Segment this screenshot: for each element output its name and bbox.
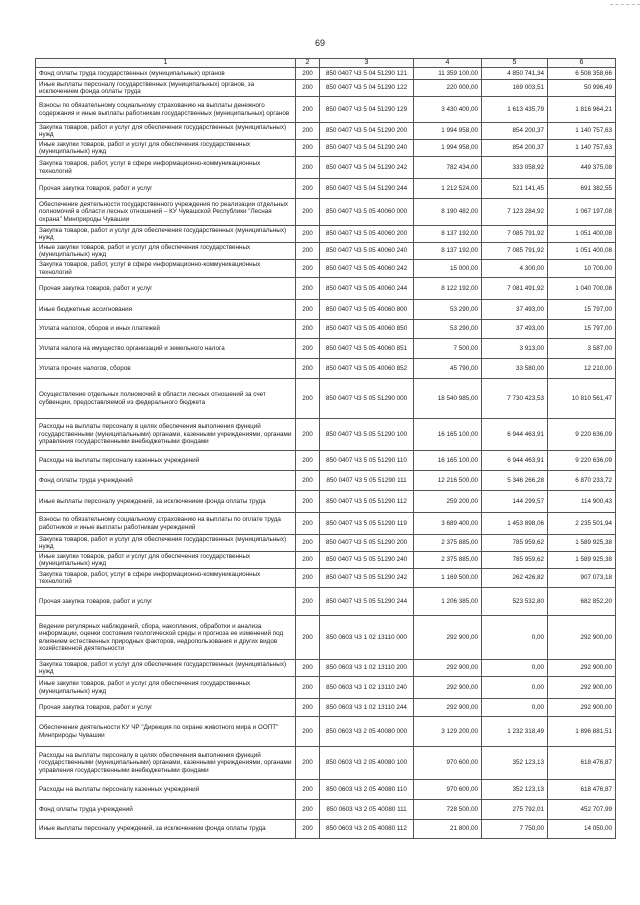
row-group-code: 200 (296, 123, 320, 140)
row-classification-code: 850 0407 Ч3 5 04 51290 244 (320, 179, 414, 199)
table-row (36, 179, 616, 199)
row-remaining-amount: 1 051 400,08 (548, 243, 616, 260)
row-group-code: 200 (296, 320, 320, 339)
row-name: Расходы на выплаты персоналу казенных учреждений (36, 780, 296, 800)
row-name: Фонд оплаты труда государственных (муниципальных) органов (36, 68, 296, 80)
row-executed-amount: 7 085 791,92 (482, 243, 548, 260)
table-row (36, 123, 616, 140)
row-name: Обеспечение деятельности государственного учреждения по реализации отдельных полномочий в области лесных отношений – КУ Чувашской Республики "Лесная охрана" Минприроды Чувашии (36, 199, 296, 226)
table-row (36, 513, 616, 535)
row-remaining-amount: 292 900,00 (548, 677, 616, 699)
row-planned-amount: 728 500,00 (414, 800, 482, 820)
row-group-code: 200 (296, 552, 320, 569)
budget-table (35, 58, 616, 839)
row-name: Иные закупки товаров, работ и услуг для обеспечения государственных (муниципальных) нужд (36, 140, 296, 157)
row-classification-code: 850 0407 Ч3 5 04 51290 122 (320, 80, 414, 97)
row-group-code: 200 (296, 451, 320, 471)
row-name: Закупка товаров, работ и услуг для обеспечения государственных (муниципальных) нужд (36, 535, 296, 552)
row-classification-code: 850 0407 Ч3 5 05 51290 244 (320, 588, 414, 616)
table-row (36, 379, 616, 419)
row-name: Закупка товаров, работ, услуг в сфере информационно-коммуникационных технологий (36, 157, 296, 179)
row-group-code: 200 (296, 300, 320, 320)
row-name: Уплата прочих налогов, сборов (36, 359, 296, 379)
row-planned-amount: 16 165 100,00 (414, 451, 482, 471)
row-remaining-amount: 1 896 881,51 (548, 717, 616, 747)
row-remaining-amount: 9 220 636,09 (548, 419, 616, 451)
row-classification-code: 850 0407 Ч3 5 05 40060 240 (320, 243, 414, 260)
row-name: Расходы на выплаты персоналу казенных учреждений (36, 451, 296, 471)
row-remaining-amount: 618 476,87 (548, 780, 616, 800)
row-executed-amount: 7 123 284,92 (482, 199, 548, 226)
row-planned-amount: 15 000,00 (414, 260, 482, 278)
table-row (36, 278, 616, 300)
row-executed-amount: 1 232 318,49 (482, 717, 548, 747)
table-row (36, 535, 616, 552)
row-remaining-amount: 1 140 757,63 (548, 123, 616, 140)
row-classification-code: 850 0407 Ч3 5 04 51290 240 (320, 140, 414, 157)
row-group-code: 200 (296, 491, 320, 513)
table-row (36, 451, 616, 471)
row-planned-amount: 292 900,00 (414, 677, 482, 699)
row-group-code: 200 (296, 471, 320, 491)
row-planned-amount: 45 790,00 (414, 359, 482, 379)
row-name: Ведение регулярных наблюдений, сбора, накопления, обработки и анализа информации, оценки состояния геологической среды и прогноза ее изменений под влиянием естественных природных факторов, недропользования и других видов хозяйственной деятельности (36, 616, 296, 660)
row-classification-code: 850 0603 Ч3 2 05 40080 112 (320, 820, 414, 839)
row-classification-code: 850 0407 Ч3 5 05 40060 200 (320, 226, 414, 243)
row-classification-code: 850 0603 Ч3 2 05 40080 000 (320, 717, 414, 747)
row-executed-amount: 6 944 463,91 (482, 419, 548, 451)
row-group-code: 200 (296, 226, 320, 243)
table-row (36, 359, 616, 379)
row-name: Закупка товаров, работ, услуг в сфере информационно-коммуникационных технологий (36, 569, 296, 588)
row-executed-amount: 4 300,00 (482, 260, 548, 278)
row-planned-amount: 8 137 192,00 (414, 226, 482, 243)
row-remaining-amount: 14 050,00 (548, 820, 616, 839)
row-classification-code: 850 0603 Ч3 1 02 13110 000 (320, 616, 414, 660)
row-name: Взносы по обязательному социальному страхованию на выплаты по оплате труда работников и иные выплаты работникам учреждений (36, 513, 296, 535)
row-remaining-amount: 452 707,99 (548, 800, 616, 820)
table-row (36, 300, 616, 320)
column-header: 3 (320, 59, 414, 68)
row-classification-code: 850 0407 Ч3 5 05 51290 000 (320, 379, 414, 419)
row-remaining-amount: 1 040 700,08 (548, 278, 616, 300)
row-group-code: 200 (296, 820, 320, 839)
table-row (36, 699, 616, 717)
row-executed-amount: 6 944 463,91 (482, 451, 548, 471)
row-group-code: 200 (296, 699, 320, 717)
row-name: Закупка товаров, работ и услуг для обеспечения государственных (муниципальных) нужд (36, 226, 296, 243)
row-remaining-amount: 15 797,00 (548, 300, 616, 320)
row-classification-code: 850 0407 Ч3 5 05 40060 800 (320, 300, 414, 320)
row-executed-amount: 7 081 491,92 (482, 278, 548, 300)
row-executed-amount: 0,00 (482, 677, 548, 699)
row-remaining-amount: 1 589 925,38 (548, 552, 616, 569)
row-planned-amount: 292 900,00 (414, 699, 482, 717)
row-name: Иные выплаты персоналу государственных (муниципальных) органов, за исключением фонда оплаты труда (36, 80, 296, 97)
table-row (36, 97, 616, 123)
row-remaining-amount: 292 900,00 (548, 699, 616, 717)
row-classification-code: 850 0407 Ч3 5 05 40060 000 (320, 199, 414, 226)
row-classification-code: 850 0603 Ч3 2 05 40080 111 (320, 800, 414, 820)
row-executed-amount: 37 493,00 (482, 320, 548, 339)
row-classification-code: 850 0407 Ч3 5 04 51290 121 (320, 68, 414, 80)
row-executed-amount: 0,00 (482, 699, 548, 717)
row-classification-code: 850 0407 Ч3 5 05 40060 850 (320, 320, 414, 339)
row-planned-amount: 970 600,00 (414, 747, 482, 780)
row-name: Взносы по обязательному социальному страхованию на выплаты денежного содержания и иные выплаты работникам государственных (муниципальных) органов (36, 97, 296, 123)
row-name: Иные закупки товаров, работ и услуг для обеспечения государственных (муниципальных) нужд (36, 243, 296, 260)
row-group-code: 200 (296, 339, 320, 359)
row-executed-amount: 262 426,82 (482, 569, 548, 588)
row-executed-amount: 169 003,51 (482, 80, 548, 97)
row-group-code: 200 (296, 140, 320, 157)
row-executed-amount: 275 792,01 (482, 800, 548, 820)
row-planned-amount: 1 169 500,00 (414, 569, 482, 588)
row-name: Закупка товаров, работ и услуг для обеспечения государственных (муниципальных) нужд (36, 660, 296, 677)
table-row (36, 588, 616, 616)
row-executed-amount: 333 058,92 (482, 157, 548, 179)
row-planned-amount: 1 206 385,00 (414, 588, 482, 616)
row-remaining-amount: 682 852,20 (548, 588, 616, 616)
row-name: Прочая закупка товаров, работ и услуг (36, 278, 296, 300)
row-group-code: 200 (296, 157, 320, 179)
table-row (36, 780, 616, 800)
row-planned-amount: 53 290,00 (414, 320, 482, 339)
row-group-code: 200 (296, 68, 320, 80)
row-group-code: 200 (296, 800, 320, 820)
row-executed-amount: 0,00 (482, 660, 548, 677)
row-executed-amount: 7 085 791,92 (482, 226, 548, 243)
row-name: Иные выплаты персоналу учреждений, за исключением фонда оплаты труда (36, 820, 296, 839)
row-remaining-amount: 6 870 233,72 (548, 471, 616, 491)
table-row (36, 800, 616, 820)
row-executed-amount: 4 850 741,34 (482, 68, 548, 80)
table-row (36, 616, 616, 660)
row-group-code: 200 (296, 535, 320, 552)
table-row (36, 68, 616, 80)
row-name: Закупка товаров, работ и услуг для обеспечения государственных (муниципальных) нужд (36, 123, 296, 140)
row-group-code: 200 (296, 513, 320, 535)
row-classification-code: 850 0603 Ч3 1 02 13110 200 (320, 660, 414, 677)
table-row (36, 569, 616, 588)
row-classification-code: 850 0407 Ч3 5 04 51290 242 (320, 157, 414, 179)
row-remaining-amount: 6 508 358,66 (548, 68, 616, 80)
row-planned-amount: 3 129 200,00 (414, 717, 482, 747)
row-classification-code: 850 0407 Ч3 5 05 40060 851 (320, 339, 414, 359)
row-executed-amount: 352 123,13 (482, 780, 548, 800)
row-remaining-amount: 10 810 561,47 (548, 379, 616, 419)
row-classification-code: 850 0407 Ч3 5 04 51290 129 (320, 97, 414, 123)
row-planned-amount: 970 600,00 (414, 780, 482, 800)
row-planned-amount: 220 000,00 (414, 80, 482, 97)
row-executed-amount: 785 959,62 (482, 535, 548, 552)
row-remaining-amount: 1 067 197,08 (548, 199, 616, 226)
row-group-code: 200 (296, 243, 320, 260)
column-header: 1 (36, 59, 296, 68)
row-planned-amount: 16 165 100,00 (414, 419, 482, 451)
row-name: Фонд оплаты труда учреждений (36, 471, 296, 491)
row-name: Осуществление отдельных полномочий в области лесных отношений за счет субвенции, предоставляемой из федерального бюджета (36, 379, 296, 419)
row-executed-amount: 523 532,80 (482, 588, 548, 616)
row-classification-code: 850 0407 Ч3 5 05 51290 110 (320, 451, 414, 471)
row-planned-amount: 12 216 500,00 (414, 471, 482, 491)
row-group-code: 200 (296, 97, 320, 123)
row-executed-amount: 144 299,57 (482, 491, 548, 513)
table-row (36, 419, 616, 451)
row-classification-code: 850 0407 Ч3 5 05 40060 244 (320, 278, 414, 300)
row-classification-code: 850 0603 Ч3 1 02 13110 240 (320, 677, 414, 699)
row-planned-amount: 8 122 192,00 (414, 278, 482, 300)
row-remaining-amount: 12 210,00 (548, 359, 616, 379)
column-header: 4 (414, 59, 482, 68)
row-planned-amount: 1 994 958,00 (414, 123, 482, 140)
row-executed-amount: 854 200,37 (482, 140, 548, 157)
row-name: Закупка товаров, работ, услуг в сфере информационно-коммуникационных технологий (36, 260, 296, 278)
row-remaining-amount: 907 073,18 (548, 569, 616, 588)
table-row (36, 199, 616, 226)
table-row (36, 677, 616, 699)
row-name: Иные закупки товаров, работ и услуг для обеспечения государственных (муниципальных) нужд (36, 677, 296, 699)
row-name: Иные бюджетные ассигнования (36, 300, 296, 320)
table-row (36, 226, 616, 243)
row-group-code: 200 (296, 278, 320, 300)
row-group-code: 200 (296, 359, 320, 379)
row-planned-amount: 7 500,00 (414, 339, 482, 359)
row-group-code: 200 (296, 260, 320, 278)
row-name: Уплата налогов, сборов и иных платежей (36, 320, 296, 339)
row-name: Иные закупки товаров, работ и услуг для обеспечения государственных (муниципальных) нужд (36, 552, 296, 569)
row-name: Расходы на выплаты персоналу в целях обеспечения выполнения функций государственными (муниципальными) органами, казенными учреждениями, органами управления государственными внебюджетными фондами (36, 747, 296, 780)
row-group-code: 200 (296, 677, 320, 699)
row-planned-amount: 292 900,00 (414, 660, 482, 677)
row-classification-code: 850 0603 Ч3 2 05 40080 100 (320, 747, 414, 780)
row-classification-code: 850 0407 Ч3 5 05 51290 240 (320, 552, 414, 569)
row-name: Уплата налога на имущество организаций и земельного налога (36, 339, 296, 359)
row-remaining-amount: 1 816 964,21 (548, 97, 616, 123)
row-group-code: 200 (296, 780, 320, 800)
row-planned-amount: 8 137 192,00 (414, 243, 482, 260)
column-header: 5 (482, 59, 548, 68)
row-executed-amount: 5 346 266,28 (482, 471, 548, 491)
row-planned-amount: 2 375 885,00 (414, 552, 482, 569)
row-executed-amount: 37 493,00 (482, 300, 548, 320)
row-group-code: 200 (296, 80, 320, 97)
row-group-code: 200 (296, 179, 320, 199)
table-row (36, 820, 616, 839)
table-row (36, 140, 616, 157)
row-planned-amount: 18 540 985,00 (414, 379, 482, 419)
column-number-row (36, 59, 616, 68)
row-group-code: 200 (296, 717, 320, 747)
row-remaining-amount: 114 900,43 (548, 491, 616, 513)
row-remaining-amount: 1 140 757,63 (548, 140, 616, 157)
row-executed-amount: 7 730 423,53 (482, 379, 548, 419)
row-remaining-amount: 292 900,00 (548, 616, 616, 660)
page-number: 69 (314, 38, 325, 48)
row-executed-amount: 854 200,37 (482, 123, 548, 140)
table-row (36, 717, 616, 747)
row-executed-amount: 785 959,62 (482, 552, 548, 569)
row-group-code: 200 (296, 747, 320, 780)
row-executed-amount: 3 913,00 (482, 339, 548, 359)
row-executed-amount: 1 613 435,79 (482, 97, 548, 123)
row-remaining-amount: 15 797,00 (548, 320, 616, 339)
row-name: Фонд оплаты труда учреждений (36, 800, 296, 820)
row-group-code: 200 (296, 660, 320, 677)
row-group-code: 200 (296, 199, 320, 226)
row-executed-amount: 521 141,45 (482, 179, 548, 199)
row-group-code: 200 (296, 419, 320, 451)
row-group-code: 200 (296, 569, 320, 588)
table-row (36, 157, 616, 179)
table-row (36, 339, 616, 359)
row-planned-amount: 8 190 482,00 (414, 199, 482, 226)
row-classification-code: 850 0407 Ч3 5 04 51290 200 (320, 123, 414, 140)
row-name: Прочая закупка товаров, работ и услуг (36, 588, 296, 616)
row-classification-code: 850 0603 Ч3 1 02 13110 244 (320, 699, 414, 717)
row-name: Прочая закупка товаров, работ и услуг (36, 179, 296, 199)
row-executed-amount: 7 750,00 (482, 820, 548, 839)
table-row (36, 260, 616, 278)
row-remaining-amount: 292 900,00 (548, 660, 616, 677)
row-executed-amount: 33 580,00 (482, 359, 548, 379)
row-classification-code: 850 0407 Ч3 5 05 51290 112 (320, 491, 414, 513)
row-classification-code: 850 0603 Ч3 2 05 40080 110 (320, 780, 414, 800)
row-remaining-amount: 2 235 501,94 (548, 513, 616, 535)
row-executed-amount: 1 453 898,06 (482, 513, 548, 535)
row-classification-code: 850 0407 Ч3 5 05 51290 200 (320, 535, 414, 552)
table-row (36, 243, 616, 260)
row-remaining-amount: 618 476,87 (548, 747, 616, 780)
table-row (36, 471, 616, 491)
row-planned-amount: 53 290,00 (414, 300, 482, 320)
row-planned-amount: 3 689 400,00 (414, 513, 482, 535)
table-row (36, 747, 616, 780)
row-planned-amount: 1 212 524,00 (414, 179, 482, 199)
row-remaining-amount: 691 382,55 (548, 179, 616, 199)
row-classification-code: 850 0407 Ч3 5 05 51290 111 (320, 471, 414, 491)
table-row (36, 320, 616, 339)
row-group-code: 200 (296, 616, 320, 660)
scan-artifact (610, 4, 640, 7)
row-planned-amount: 782 434,00 (414, 157, 482, 179)
column-header: 2 (296, 59, 320, 68)
row-planned-amount: 21 800,00 (414, 820, 482, 839)
row-classification-code: 850 0407 Ч3 5 05 40060 242 (320, 260, 414, 278)
row-classification-code: 850 0407 Ч3 5 05 51290 242 (320, 569, 414, 588)
table-row (36, 80, 616, 97)
row-name: Иные выплаты персоналу учреждений, за исключением фонда оплаты труда (36, 491, 296, 513)
row-name: Прочая закупка товаров, работ и услуг (36, 699, 296, 717)
row-planned-amount: 2 375 885,00 (414, 535, 482, 552)
column-header: 6 (548, 59, 616, 68)
row-planned-amount: 11 359 100,00 (414, 68, 482, 80)
row-remaining-amount: 449 375,08 (548, 157, 616, 179)
row-planned-amount: 292 900,00 (414, 616, 482, 660)
table-row (36, 491, 616, 513)
row-classification-code: 850 0407 Ч3 5 05 40060 852 (320, 359, 414, 379)
row-remaining-amount: 10 700,00 (548, 260, 616, 278)
row-planned-amount: 259 200,00 (414, 491, 482, 513)
row-name: Расходы на выплаты персоналу в целях обеспечения выполнения функций государственными (муниципальными) органами, казенными учреждениями, органами управления государственными внебюджетными фондами (36, 419, 296, 451)
row-planned-amount: 1 994 958,00 (414, 140, 482, 157)
row-executed-amount: 0,00 (482, 616, 548, 660)
row-remaining-amount: 1 589 925,38 (548, 535, 616, 552)
row-name: Обеспечение деятельности КУ ЧР "Дирекция по охране животного мира и ООПТ" Минприроды Чувашии (36, 717, 296, 747)
row-planned-amount: 3 430 400,00 (414, 97, 482, 123)
row-group-code: 200 (296, 588, 320, 616)
row-remaining-amount: 50 996,49 (548, 80, 616, 97)
row-group-code: 200 (296, 379, 320, 419)
table-row (36, 660, 616, 677)
row-classification-code: 850 0407 Ч3 5 05 51290 119 (320, 513, 414, 535)
table-row (36, 552, 616, 569)
table-body (36, 68, 616, 839)
row-executed-amount: 352 123,13 (482, 747, 548, 780)
row-remaining-amount: 1 051 400,08 (548, 226, 616, 243)
row-remaining-amount: 3 587,00 (548, 339, 616, 359)
row-remaining-amount: 9 220 636,09 (548, 451, 616, 471)
row-classification-code: 850 0407 Ч3 5 05 51290 100 (320, 419, 414, 451)
